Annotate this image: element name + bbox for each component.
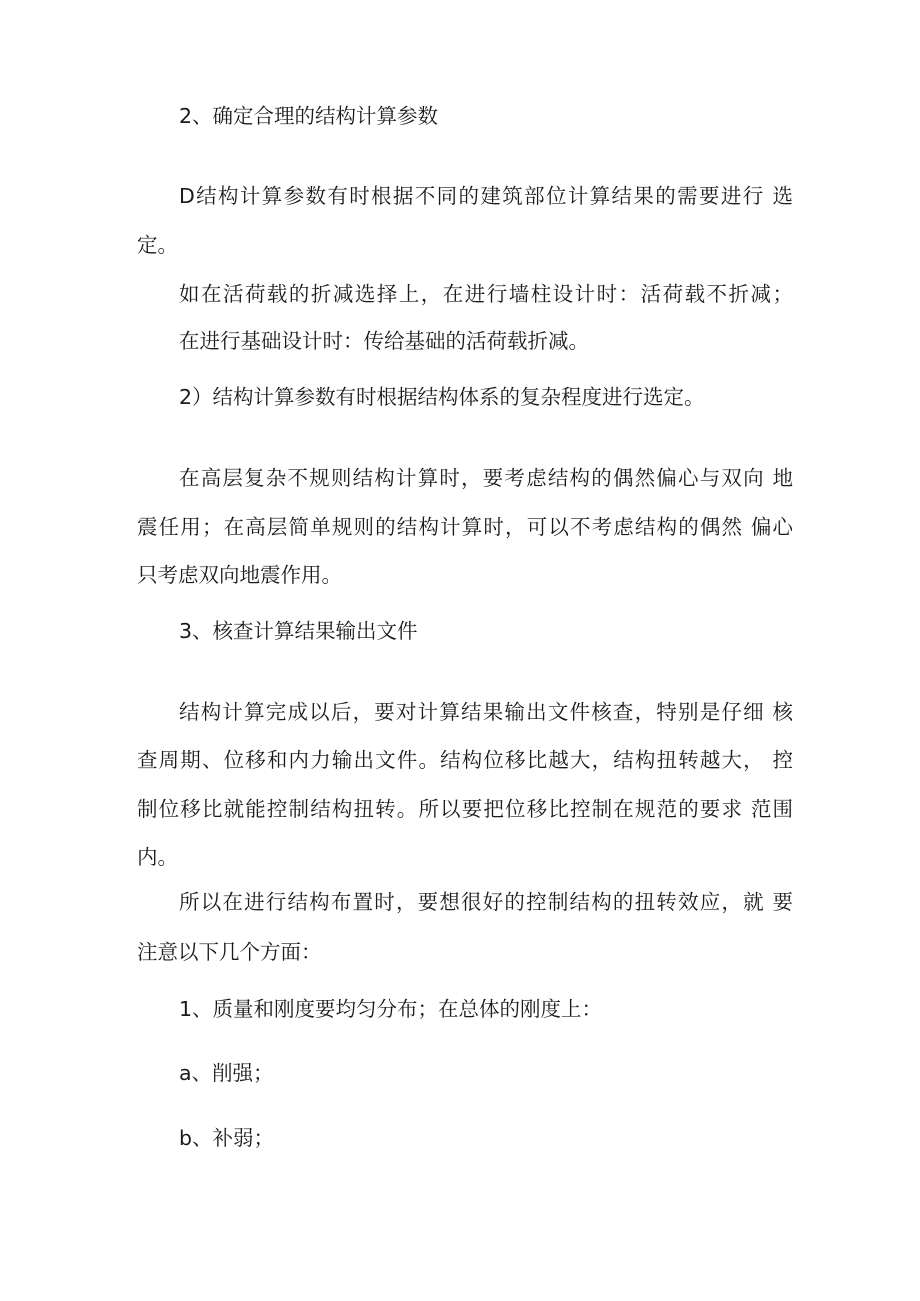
paragraph-line: 查周期、位移和内力输出文件。结构位移比越大，结构扭转越大， 控 bbox=[137, 748, 793, 772]
list-item: b、补弱； bbox=[179, 1126, 275, 1150]
paragraph-line: 如在活荷载的折减选择上，在进行墙柱设计时：活荷载不折减； bbox=[179, 282, 793, 306]
paragraph-line: 2）结构计算参数有时根据结构体系的复杂程度进行选定。 bbox=[179, 385, 705, 409]
section-heading-3: 3、核查计算结果输出文件 bbox=[179, 619, 418, 643]
paragraph-line: 在进行基础设计时：传给基础的活荷载折减。 bbox=[179, 329, 589, 353]
paragraph-line: 定。 bbox=[137, 233, 178, 257]
paragraph-line: 注意以下几个方面： bbox=[137, 940, 322, 964]
paragraph-line: 结构计算完成以后，要对计算结果输出文件核查，特别是仔细 核 bbox=[179, 700, 793, 724]
paragraph-line: 所以在进行结构布置时，要想很好的控制结构的扭转效应，就 要 bbox=[179, 890, 793, 914]
section-heading-2: 2、确定合理的结构计算参数 bbox=[179, 104, 439, 128]
paragraph-line: 只考虑双向地震作用。 bbox=[137, 563, 342, 587]
paragraph-line: 震任用；在高层简单规则的结构计算时，可以不考虑结构的偶然 偏心 bbox=[137, 515, 793, 539]
list-item: 1、质量和刚度要均匀分布；在总体的刚度上： bbox=[179, 997, 603, 1021]
paragraph-line: 制位移比就能控制结构扭转。所以要把位移比控制在规范的要求 范围 bbox=[137, 797, 793, 821]
paragraph-line: 在高层复杂不规则结构计算时，要考虑结构的偶然偏心与双向 地 bbox=[179, 466, 793, 490]
paragraph-line: D结构计算参数有时根据不同的建筑部位计算结果的需要进行 选 bbox=[179, 184, 793, 208]
list-item: a、削强； bbox=[179, 1061, 274, 1085]
paragraph-line: 内。 bbox=[137, 845, 178, 869]
